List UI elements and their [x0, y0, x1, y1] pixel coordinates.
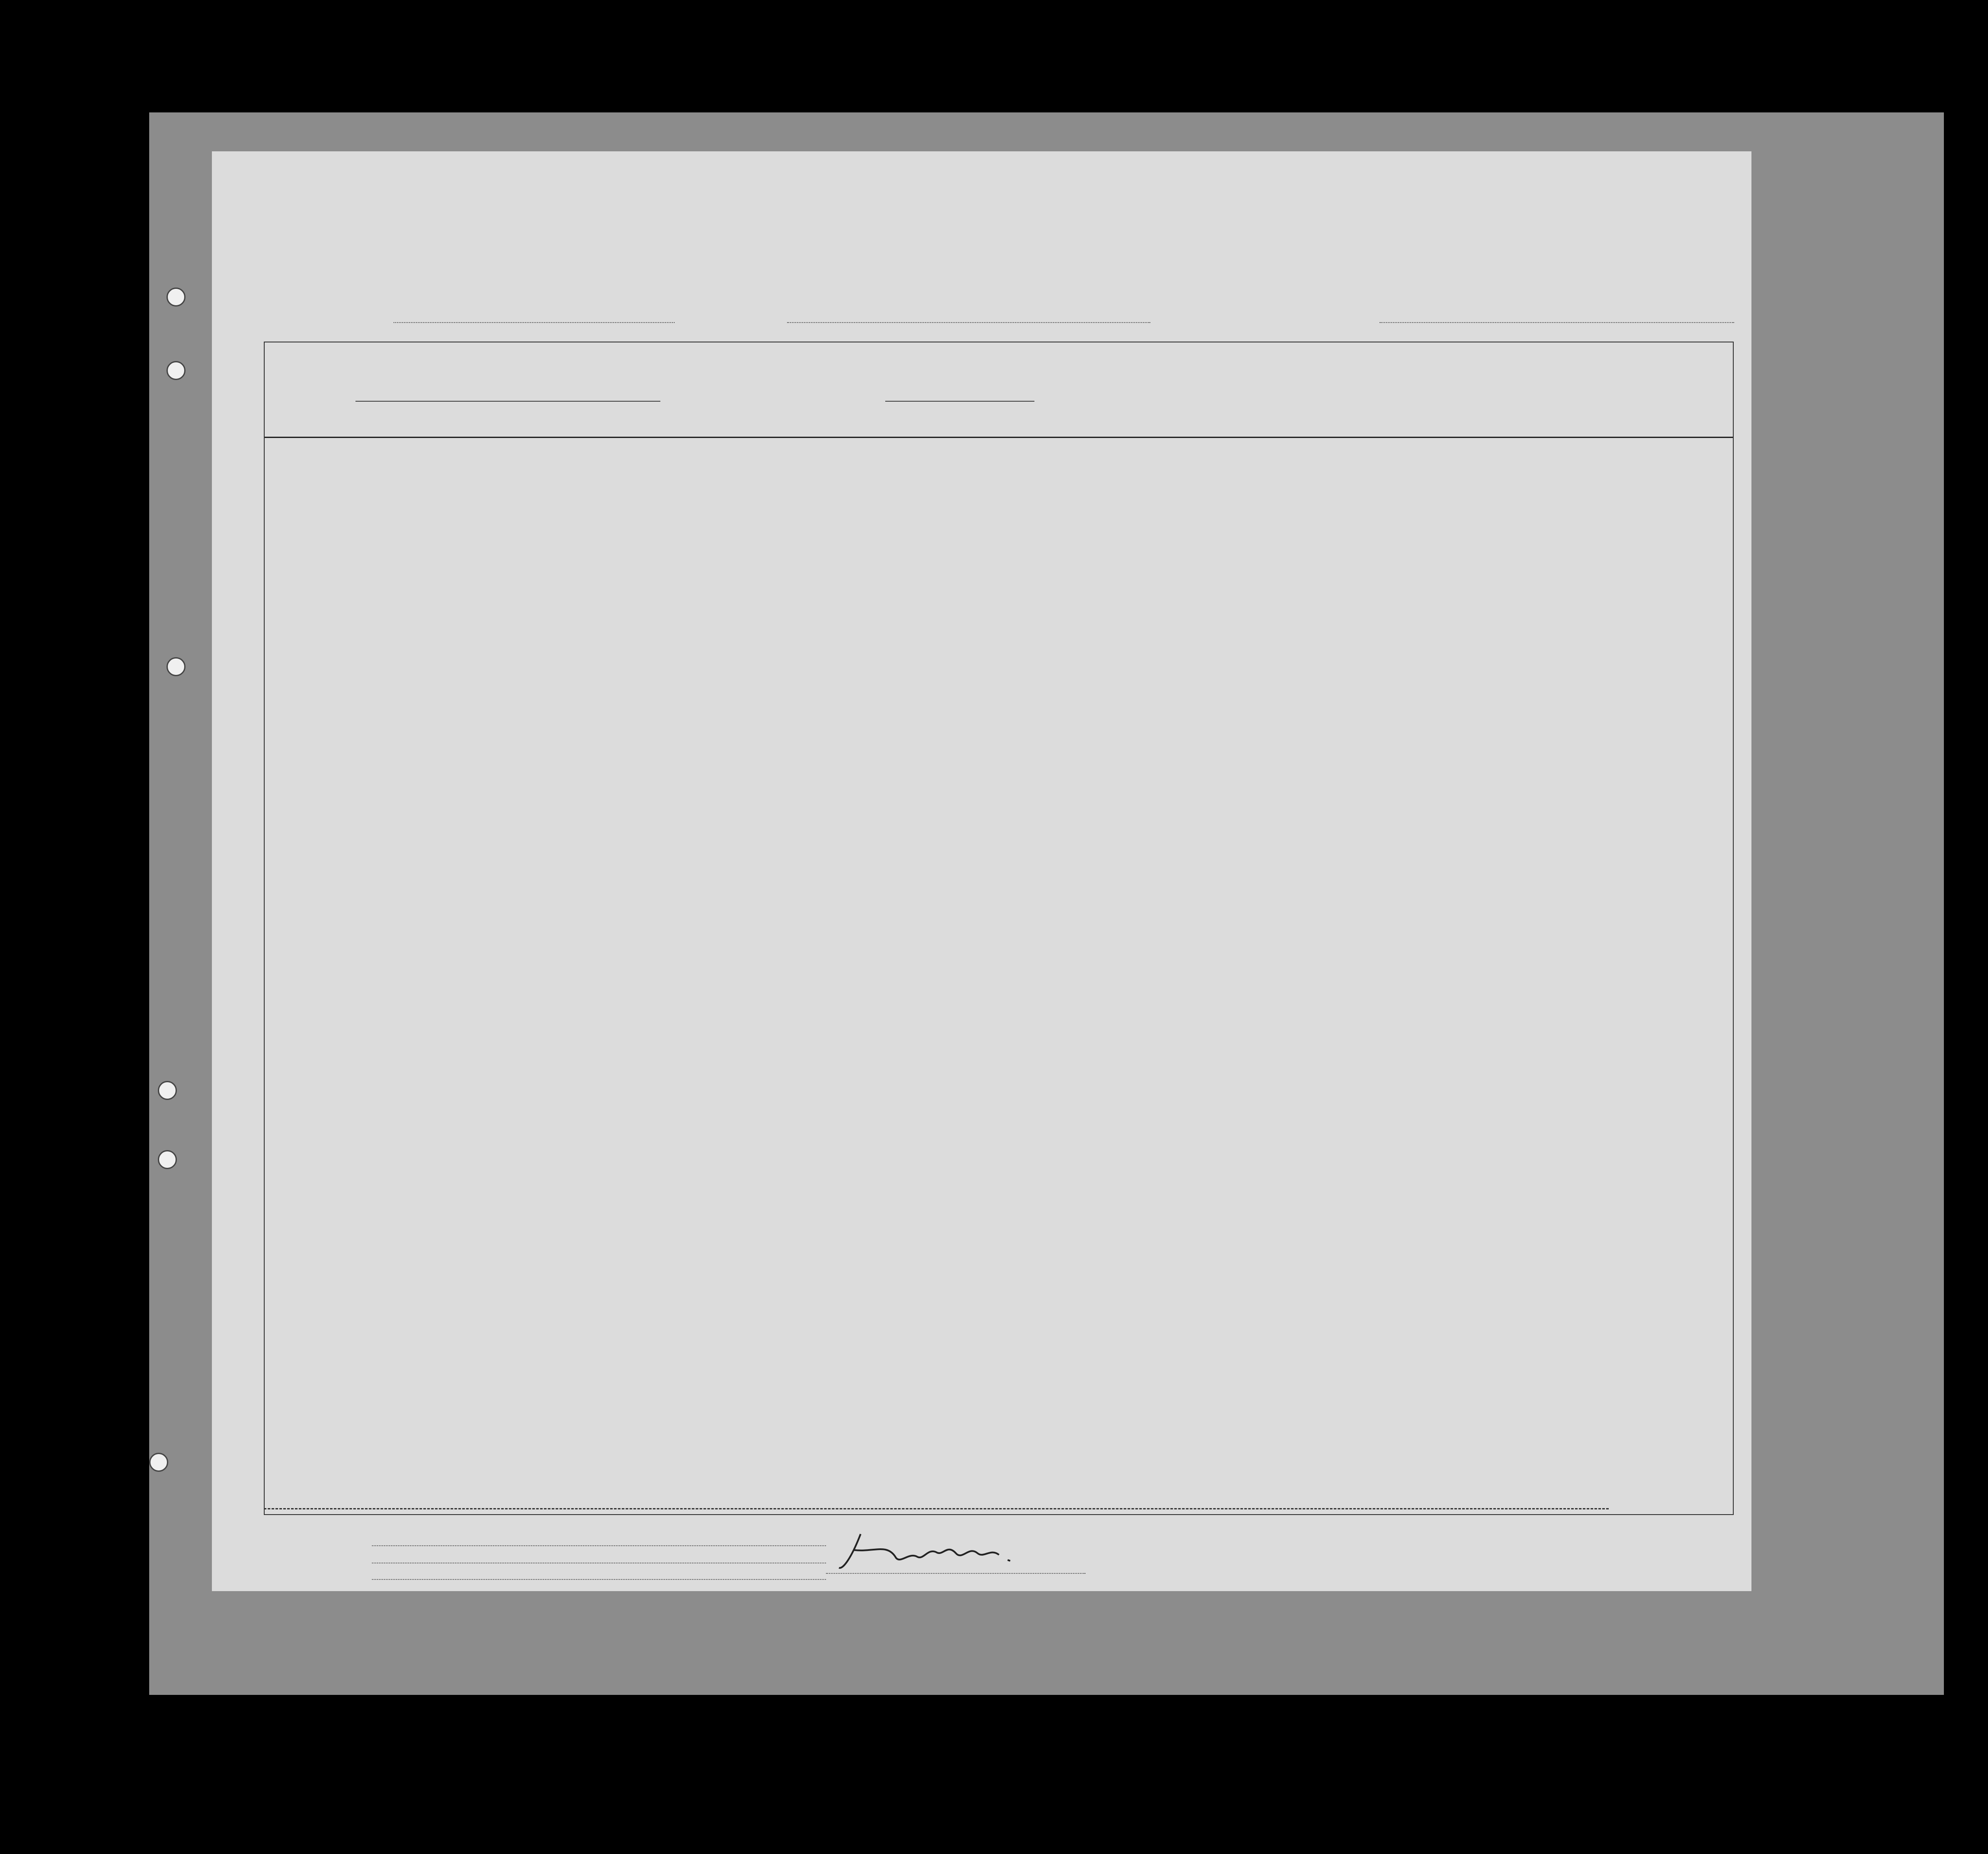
service-tick-marks: [265, 342, 1733, 1514]
end-of-list-rule: [264, 1508, 1609, 1509]
binder-hole: [158, 1150, 177, 1169]
binder-hole: [158, 1081, 177, 1100]
binder-hole: [149, 1453, 168, 1472]
signature-underline: [826, 1573, 1085, 1574]
inspector-signature: [835, 1526, 1051, 1576]
binder-hole: [166, 361, 186, 380]
line-underline: [372, 1545, 826, 1546]
manifest-footer: [264, 1526, 1732, 1580]
vessel-underline: [394, 322, 675, 323]
agents-underline: [372, 1579, 826, 1580]
binder-hole: [166, 288, 186, 307]
from-port-underline: [1380, 322, 1734, 323]
crew-table: [264, 342, 1734, 1515]
manifest-sheet: [212, 151, 1751, 1591]
arriving-underline: [787, 322, 1150, 323]
binder-hole: [166, 657, 186, 676]
